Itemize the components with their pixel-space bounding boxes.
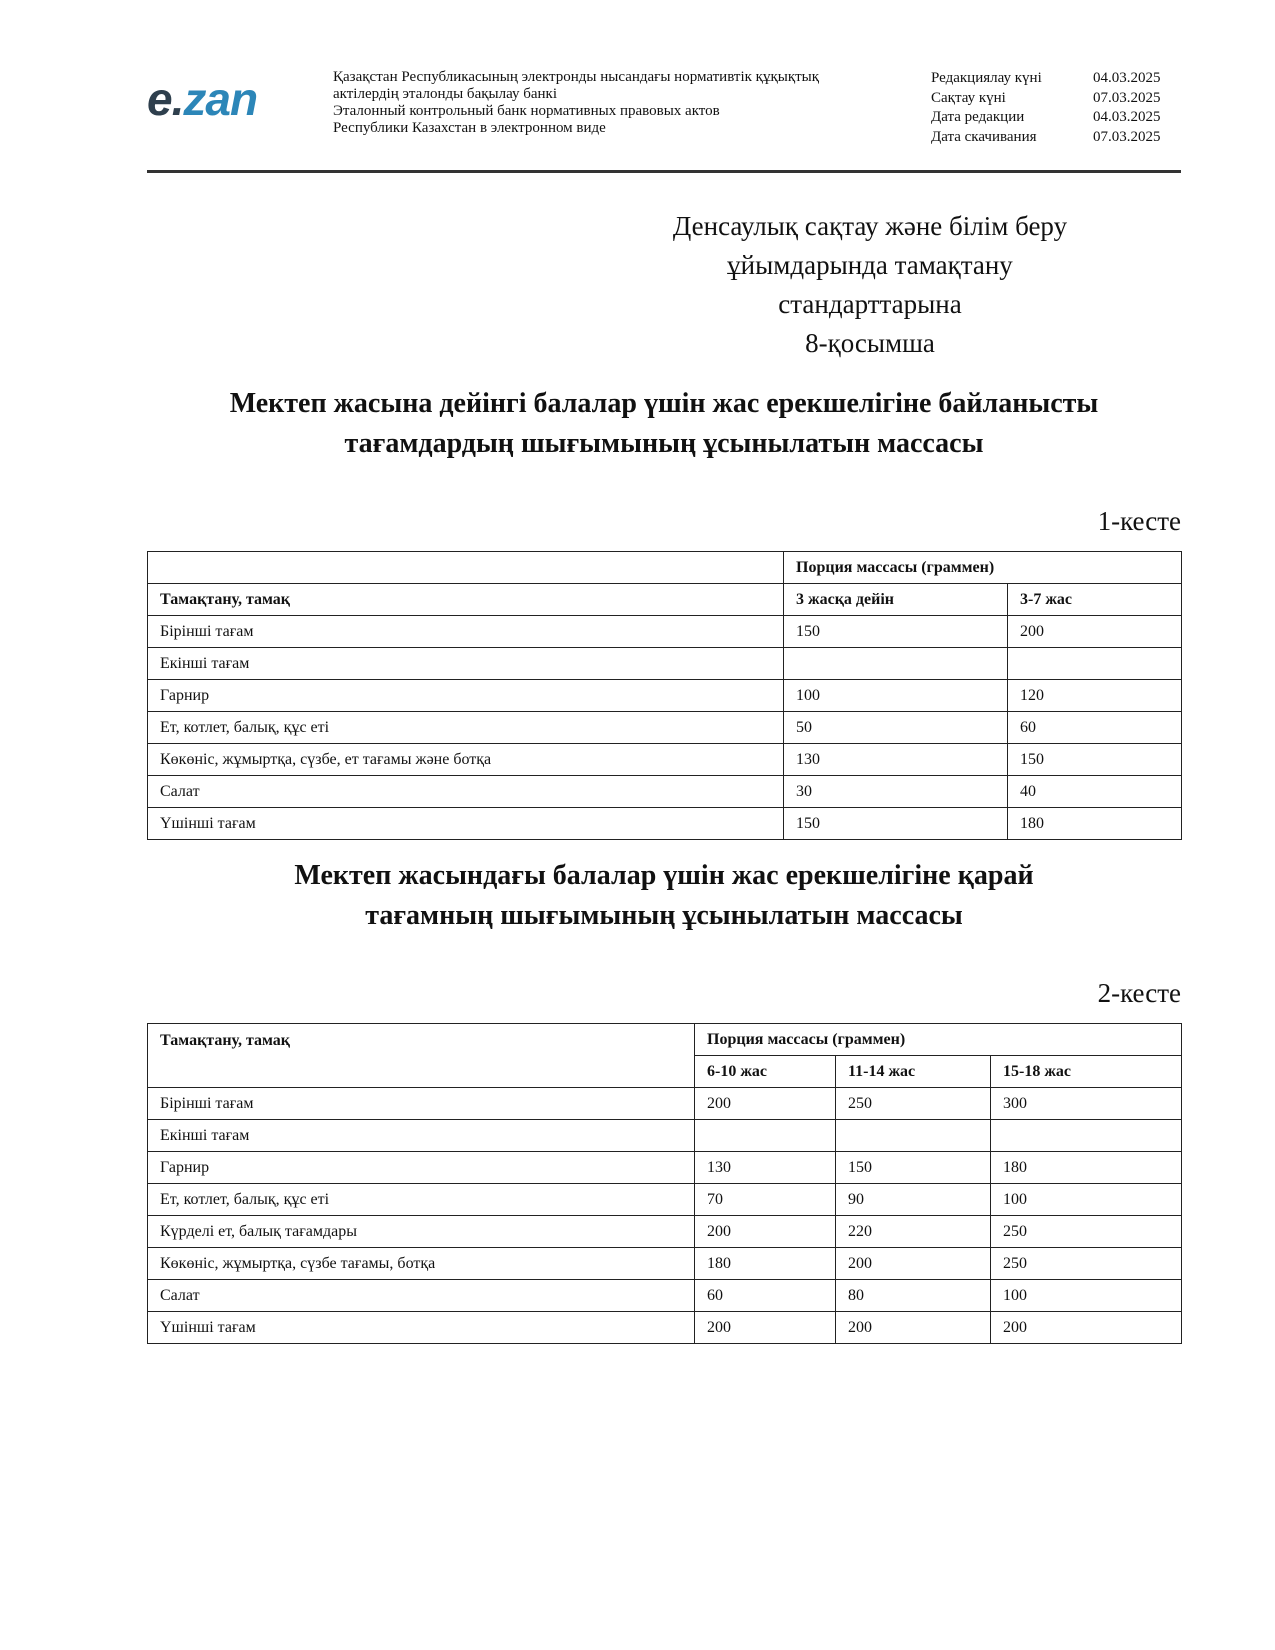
meal-cell: Екінші тағам [148,648,784,680]
table-row [148,648,1182,680]
value-cell [1008,648,1182,680]
logo-dot: . [171,73,184,125]
org-line: Эталонный контрольный банк нормативных правовых актов [333,103,720,119]
table-row [148,1216,1182,1248]
table2-label: 2-кесте [1097,978,1181,1008]
annex-line: Денсаулық сақтау және білім беру [672,211,1068,241]
meta-row [931,89,1181,109]
table-row [148,744,1182,776]
meta-label: Дата скачивания [931,128,1037,145]
value-cell: 60 [1008,712,1182,744]
value-cell: 200 [836,1248,991,1280]
meal-cell: Үшінші тағам [148,1312,695,1344]
meta-value: 07.03.2025 [1093,89,1161,106]
value-cell: 100 [991,1280,1182,1312]
value-cell: 50 [784,712,1008,744]
age-column-header: 3 жасқа дейін [784,584,1008,616]
value-cell: 150 [1008,744,1182,776]
meal-cell: Үшінші тағам [148,808,784,840]
table-1 [147,551,1182,840]
header-divider [147,170,1181,173]
annex-line: 8-қосымша [805,328,935,358]
value-cell: 120 [1008,680,1182,712]
value-cell: 30 [784,776,1008,808]
table-header-row [148,552,1182,584]
meal-cell: Бірінші тағам [148,616,784,648]
meta-value: 07.03.2025 [1093,128,1161,145]
table-row [148,1088,1182,1120]
table-row [148,1120,1182,1152]
meal-cell: Екінші тағам [148,1120,695,1152]
value-cell: 180 [991,1152,1182,1184]
document-header [147,64,1181,168]
meta-label: Сақтау күні [931,89,1006,106]
meta-value: 04.03.2025 [1093,70,1161,86]
meal-cell: Көкөніс, жұмыртқа, сүзбе, ет тағамы және ботқа [148,744,784,776]
value-cell: 180 [695,1248,836,1280]
organization-name [333,69,893,137]
table1-label: 1-кесте [1097,506,1181,536]
value-cell: 80 [836,1280,991,1312]
portion-group-header: Порция массасы (граммен) [695,1024,1182,1056]
meal-cell: Күрделі ет, балық тағамдары [148,1216,695,1248]
table-2 [147,1023,1182,1344]
meal-cell: Бірінші тағам [148,1088,695,1120]
value-cell: 40 [1008,776,1182,808]
meal-cell: Көкөніс, жұмыртқа, сүзбе тағамы, ботқа [148,1248,695,1280]
value-cell: 60 [695,1280,836,1312]
table-header-row [148,584,1182,616]
age-column-header: 6-10 жас [695,1056,836,1088]
annex-reference [620,207,1120,363]
value-cell [784,648,1008,680]
meal-cell: Ет, котлет, балық, құс еті [148,712,784,744]
title-line: тағамдардың шығымының ұсынылатын массасы [344,428,984,459]
empty-header-cell [148,552,784,584]
value-cell: 300 [991,1088,1182,1120]
meal-cell: Гарнир [148,680,784,712]
value-cell [991,1120,1182,1152]
table-row [148,1280,1182,1312]
meal-column-header: Тамақтану, тамақ [148,584,784,616]
annex-line: стандарттарына [778,289,962,319]
table-row [148,680,1182,712]
value-cell: 200 [1008,616,1182,648]
value-cell: 130 [784,744,1008,776]
title-line: Мектеп жасына дейінгі балалар үшін жас ерекшелігіне байланысты [229,388,1099,419]
age-column-header: 15-18 жас [991,1056,1182,1088]
table-row [148,616,1182,648]
section1-title [147,384,1181,464]
value-cell [695,1120,836,1152]
title-line: Мектеп жасындағы балалар үшін жас ерекшелігіне қарай [294,860,1034,891]
value-cell: 200 [695,1312,836,1344]
section2-title [147,856,1181,936]
value-cell: 180 [1008,808,1182,840]
value-cell: 150 [784,616,1008,648]
portion-group-header: Порция массасы (граммен) [784,552,1182,584]
meal-cell: Салат [148,1280,695,1312]
annex-line: ұйымдарында тамақтану [727,250,1013,280]
meta-row [931,128,1181,148]
org-line: актілердің эталонды бақылау банкі [333,86,557,102]
value-cell: 130 [695,1152,836,1184]
value-cell: 150 [836,1152,991,1184]
meta-label: Дата редакции [931,109,1025,125]
ezan-logo [147,73,297,125]
table-row [148,776,1182,808]
meta-row [931,108,1181,128]
meta-row [931,69,1181,89]
meal-cell: Ет, котлет, балық, құс еті [148,1184,695,1216]
value-cell [836,1120,991,1152]
meta-label: Редакциялау күні [931,70,1042,86]
table-row [148,712,1182,744]
org-line: Қазақстан Республикасының электронды нысандағы нормативтік құқықтық [333,69,820,85]
meal-cell: Гарнир [148,1152,695,1184]
table-header-row [148,1024,1182,1056]
table-row [148,1152,1182,1184]
table-row [148,1184,1182,1216]
table-row [148,1312,1182,1344]
value-cell: 90 [836,1184,991,1216]
value-cell: 250 [836,1088,991,1120]
value-cell: 100 [784,680,1008,712]
value-cell: 70 [695,1184,836,1216]
value-cell: 200 [695,1216,836,1248]
age-column-header: 11-14 жас [836,1056,991,1088]
meal-column-header: Тамақтану, тамақ [148,1024,695,1088]
value-cell: 150 [784,808,1008,840]
value-cell: 200 [695,1088,836,1120]
value-cell: 220 [836,1216,991,1248]
table-row [148,808,1182,840]
value-cell: 200 [836,1312,991,1344]
value-cell: 250 [991,1248,1182,1280]
document-dates [931,69,1181,147]
value-cell: 250 [991,1216,1182,1248]
title-line: тағамның шығымының ұсынылатын массасы [365,900,963,931]
table-row [148,1248,1182,1280]
age-column-header: 3-7 жас [1008,584,1182,616]
meal-cell: Салат [148,776,784,808]
logo-e: e [147,73,172,125]
logo-zan: zan [183,73,258,125]
org-line: Республики Казахстан в электронном виде [333,120,606,136]
meta-value: 04.03.2025 [1093,109,1161,125]
value-cell: 200 [991,1312,1182,1344]
value-cell: 100 [991,1184,1182,1216]
